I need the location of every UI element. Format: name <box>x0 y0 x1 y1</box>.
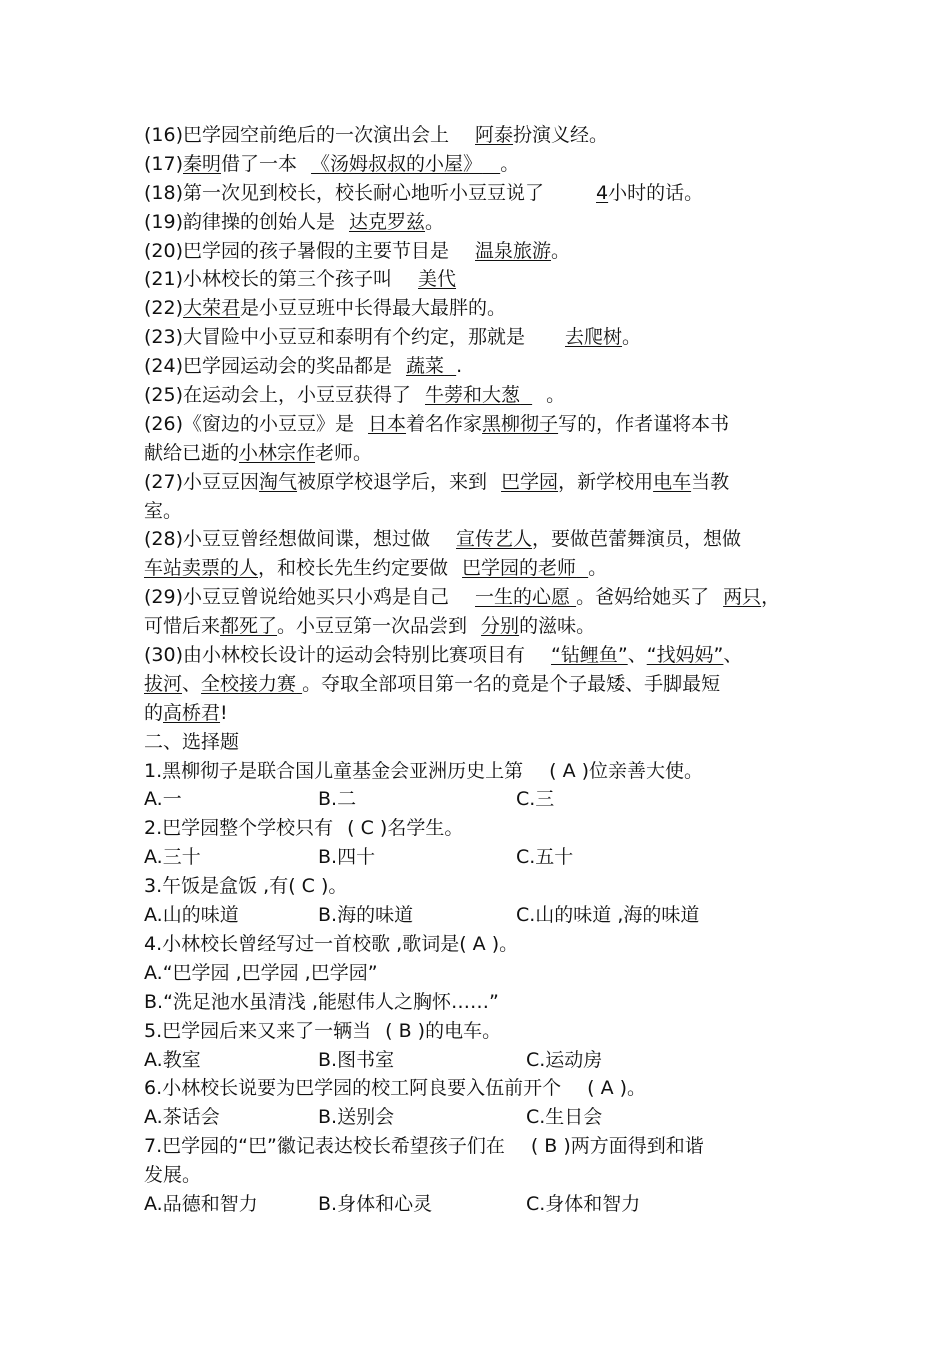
choice-question-7 <box>144 1132 824 1161</box>
answer-blank: “钻鲤鱼” <box>551 644 628 667</box>
option-c: C.运动房 <box>526 1048 603 1071</box>
question-text: 。 <box>425 210 445 233</box>
choice-question-1 <box>144 757 824 786</box>
question-17 <box>144 150 824 179</box>
question-text: 3.午饭是盒饭 ,有 <box>144 875 289 898</box>
question-text: 着名作家 <box>406 412 483 435</box>
choice-option-4a: A.“巴学园 ,巴学园 ,巴学园” <box>144 961 378 984</box>
answer-text: ( A ) <box>587 1077 628 1100</box>
question-19 <box>144 208 824 237</box>
question-30-line-3 <box>144 699 824 728</box>
answer-text: ( A ) <box>459 932 500 955</box>
question-text: 。夺取全部项目第一名的竟是个子最矮、手脚最短 <box>302 672 721 695</box>
answer-blank: 温泉旅游 <box>475 239 552 262</box>
question-text: 是小豆豆班中长得最大最胖的。 <box>240 297 507 320</box>
answer-blank: 日本 <box>368 412 407 435</box>
question-text: 。小豆豆第一次品尝到 <box>277 615 468 638</box>
question-text: 2.巴学园整个学校只有 <box>144 817 334 840</box>
choice-options-5 <box>144 1046 824 1075</box>
question-text: 。 <box>500 152 520 175</box>
option-b: B.二 <box>318 788 357 811</box>
answer-blank: 巴学园的老师 <box>462 557 577 580</box>
choice-options-1 <box>144 785 824 814</box>
choice-question-7-cont: 发展。 <box>144 1164 202 1187</box>
question-text: 名学生。 <box>387 817 464 840</box>
question-26-line-1 <box>144 410 824 439</box>
question-text: 当教 <box>691 470 730 493</box>
answer-blank: 两只 <box>723 586 762 609</box>
question-text: 可惜后来 <box>144 615 221 638</box>
question-text: (27)小豆豆因 <box>144 470 260 493</box>
question-16 <box>144 121 824 150</box>
choice-options-6 <box>144 1103 824 1132</box>
answer-blank: 阿泰 <box>475 124 514 146</box>
question-27-line-1 <box>144 468 824 497</box>
question-text: (21)小林校长的第三个孩子叫 <box>144 268 393 291</box>
question-text: 5.巴学园后来又来了一辆当 <box>144 1019 372 1042</box>
question-text: (25)在运动会上，小豆豆获得了 <box>144 384 412 407</box>
answer-text: ( C ) <box>347 817 388 840</box>
option-c: C.五十 <box>516 846 574 869</box>
question-text: 的滋味。 <box>519 615 596 638</box>
option-b: B.送别会 <box>318 1106 395 1129</box>
question-text: (29)小豆豆曾说给她买只小鸡是自己 <box>144 586 450 609</box>
question-text: (16)巴学园空前绝后的一次演出会上 <box>144 124 450 146</box>
question-text: 1.黑柳彻子是联合国儿童基金会亚洲历史上第 <box>144 759 524 782</box>
question-text: ， <box>761 586 781 609</box>
option-a: A.茶话会 <box>144 1106 220 1129</box>
question-30-line-2 <box>144 670 824 699</box>
question-27-line-2 <box>144 497 824 526</box>
question-text: ! <box>220 701 228 724</box>
question-text: 。 <box>499 932 519 955</box>
question-text: (22) <box>144 297 184 320</box>
question-text: 。爸妈给她买了 <box>576 586 710 609</box>
question-29-line-1 <box>144 583 824 612</box>
answer-blank: 巴学园 <box>501 470 559 493</box>
question-text: . <box>456 355 463 378</box>
question-22 <box>144 294 824 323</box>
question-text: (23)大冒险中小豆豆和泰明有个约定，那就是 <box>144 326 526 349</box>
question-text: 、 <box>182 672 202 695</box>
worksheet-content <box>144 121 824 1219</box>
answer-blank: 《汤姆叔叔的小屋》 <box>311 152 483 175</box>
choice-question-4 <box>144 930 824 959</box>
option-c: C.三 <box>516 788 555 811</box>
question-text: ，新学校用 <box>558 470 654 493</box>
choice-options-2 <box>144 843 824 872</box>
question-text: 扮演义经。 <box>513 124 609 146</box>
choice-question-2 <box>144 814 824 843</box>
option-a: A.品德和智力 <box>144 1192 258 1215</box>
option-b: B.图书室 <box>318 1048 395 1071</box>
question-30-line-1 <box>144 641 824 670</box>
question-text: 。 <box>588 557 608 580</box>
question-text: 。 <box>328 875 348 898</box>
answer-blank: 宣传艺人 <box>456 528 533 551</box>
question-text: (24)巴学园运动会的奖品都是 <box>144 355 393 378</box>
option-b: B.身体和心灵 <box>318 1192 433 1215</box>
question-21 <box>144 265 824 294</box>
question-text: 。 <box>627 1077 647 1100</box>
answer-blank: 分别 <box>481 615 520 638</box>
option-a: A.三十 <box>144 846 201 869</box>
answer-text: ( B ) <box>385 1019 426 1042</box>
answer-blank: 拔河 <box>144 672 183 695</box>
answer-text: ( C ) <box>288 875 329 898</box>
question-text: 6.小林校长说要为巴学园的校工阿良要入伍前开个 <box>144 1077 562 1100</box>
question-text: ，和校长先生约定要做 <box>258 557 449 580</box>
question-20 <box>144 237 824 266</box>
answer-blank: 一生的心愿 <box>475 586 571 609</box>
question-text: (28)小豆豆曾经想做间谍，想过做 <box>144 528 431 551</box>
answer-blank: 去爬树 <box>565 326 623 349</box>
question-text: (18)第一次见到校长，校长耐心地听小豆豆说了 <box>144 181 545 204</box>
option-a: A.山的味道 <box>144 904 239 927</box>
question-26-line-2 <box>144 439 824 468</box>
question-text: 。 <box>622 326 642 349</box>
answer-blank: 4 <box>596 181 609 204</box>
option-c: C.生日会 <box>526 1106 603 1129</box>
choice-question-5 <box>144 1017 824 1046</box>
question-text: 的 <box>144 701 164 724</box>
question-text: 献给已逝的 <box>144 441 240 464</box>
answer-blank: 全校接力赛 <box>201 672 297 695</box>
question-24 <box>144 352 824 381</box>
question-25 <box>144 381 824 410</box>
question-29-line-2 <box>144 612 824 641</box>
answer-blank: 黑柳彻子 <box>482 412 559 435</box>
question-text: 的电车。 <box>425 1019 502 1042</box>
question-text: 老师。 <box>315 441 373 464</box>
answer-text: ( A ) <box>549 759 590 782</box>
question-28-line-1 <box>144 525 824 554</box>
question-text: 。 <box>546 384 566 407</box>
answer-text: ( B ) <box>530 1135 571 1158</box>
option-b: B.四十 <box>318 846 376 869</box>
question-text: (19)韵律操的创始人是 <box>144 210 336 233</box>
question-text: 两方面得到和谐 <box>570 1135 704 1158</box>
option-a: A.教室 <box>144 1048 201 1071</box>
question-text: 小时的话。 <box>608 181 704 204</box>
answer-blank: 蔬菜 <box>406 355 445 378</box>
question-text: 、 <box>627 644 647 667</box>
answer-blank: 牛蒡和大葱 <box>425 384 521 407</box>
question-text: 室。 <box>144 499 183 522</box>
choice-option-4b: B.“洗足池水虽清浅 ,能慰伟人之胸怀……” <box>144 990 499 1013</box>
answer-blank: 秦明 <box>183 152 222 175</box>
choice-question-6 <box>144 1074 824 1103</box>
question-text: 。 <box>551 239 571 262</box>
question-text: (30)由小林校长设计的运动会特别比赛项目有 <box>144 644 526 667</box>
question-text: 、 <box>723 644 743 667</box>
question-text: 被原学校退学后，来到 <box>297 470 488 493</box>
answer-blank: 淘气 <box>259 470 298 493</box>
answer-blank: 都死了 <box>220 615 278 638</box>
answer-blank: “找妈妈” <box>646 644 724 667</box>
answer-blank: 车站卖票的人 <box>144 557 259 580</box>
question-text: 借了一本 <box>221 152 298 175</box>
question-text: 7.巴学园的“巴”徽记表达校长希望孩子们在 <box>144 1135 505 1158</box>
answer-blank: 电车 <box>653 470 692 493</box>
answer-blank: 高桥君 <box>163 701 221 724</box>
section-title: 二、选择题 <box>144 730 240 753</box>
question-23 <box>144 323 824 352</box>
question-text: 4.小林校长曾经写过一首校歌 ,歌词是 <box>144 932 460 955</box>
question-28-line-2 <box>144 554 824 583</box>
question-18 <box>144 179 824 208</box>
answer-blank: 大荣君 <box>183 297 241 320</box>
question-text: 位亲善大使。 <box>589 759 704 782</box>
option-a: A.一 <box>144 788 182 811</box>
question-text: ，要做芭蕾舞演员，想做 <box>532 528 742 551</box>
question-text: (20)巴学园的孩子暑假的主要节目是 <box>144 239 450 262</box>
answer-blank: 达克罗兹 <box>349 210 426 233</box>
answer-blank: 小林宗作 <box>239 441 316 464</box>
question-text: (17) <box>144 152 184 175</box>
option-c: C.身体和智力 <box>526 1192 641 1215</box>
choice-options-7 <box>144 1190 824 1219</box>
question-text: (26)《窗边的小豆豆》是 <box>144 412 355 435</box>
answer-blank: 美代 <box>418 268 457 291</box>
choice-options-3 <box>144 901 824 930</box>
option-b: B.海的味道 <box>318 904 414 927</box>
option-c: C.山的味道 ,海的味道 <box>516 904 700 927</box>
question-text: 写的，作者谨将本书 <box>558 412 730 435</box>
choice-question-3 <box>144 872 824 901</box>
